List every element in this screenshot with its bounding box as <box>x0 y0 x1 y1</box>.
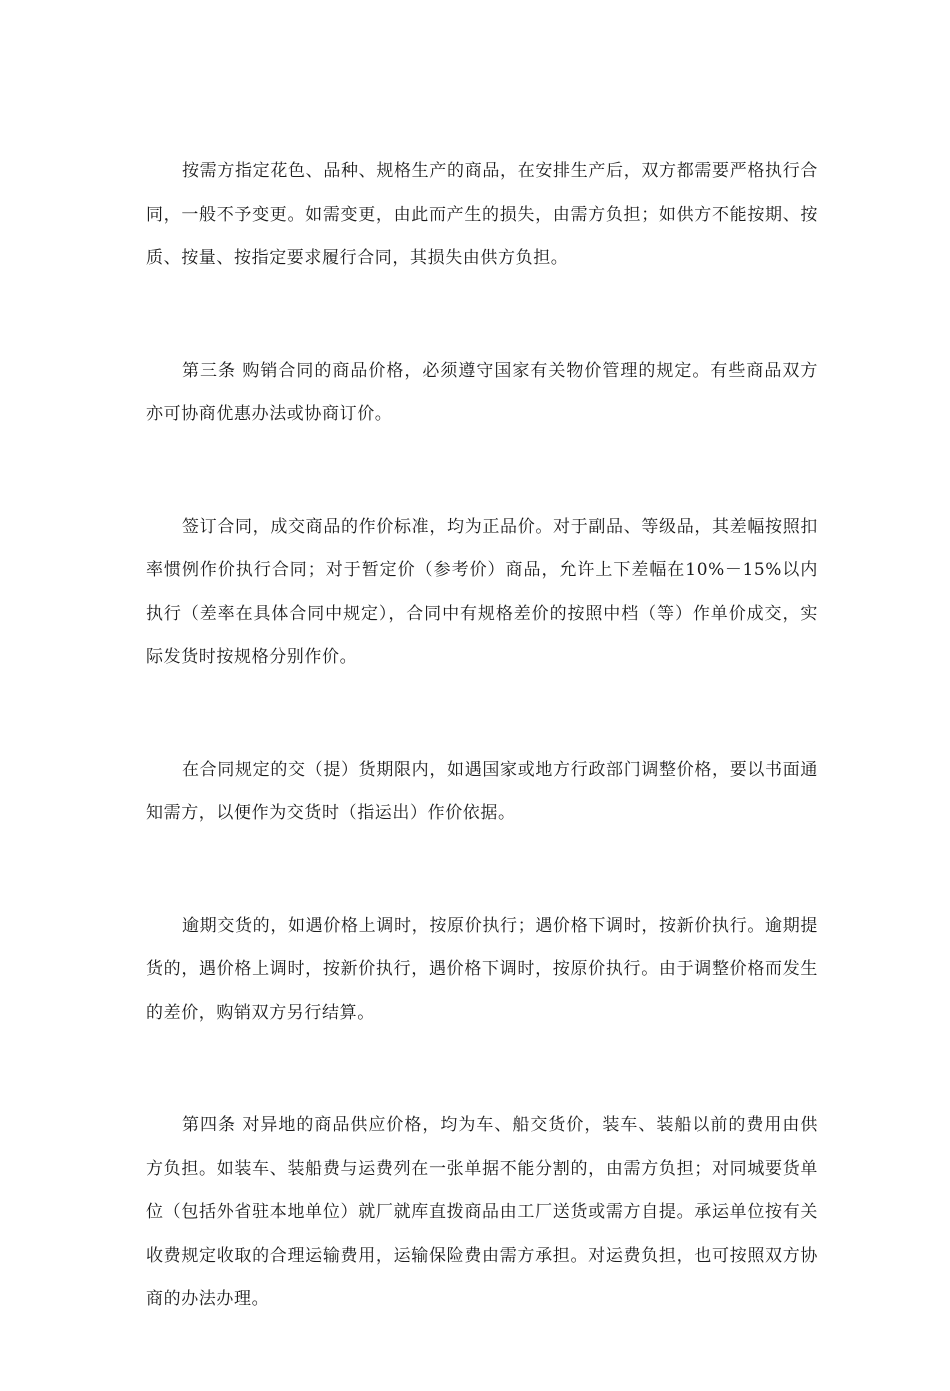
paragraph-price-adjustment: 在合同规定的交（提）货期限内，如遇国家或地方行政部门调整价格，要以书面通知需方，以便作为交货时（指运出）作价依据。 <box>146 759 818 823</box>
paragraph-article-3: 第三条 购销合同的商品价格，必须遵守国家有关物价管理的规定。有些商品双方亦可协商优惠办法或协商订价。 <box>146 360 818 424</box>
paragraph-pricing-standard: 签订合同，成交商品的作价标准，均为正品价。对于副品、等级品，其差幅按照扣率惯例作价执行合同；对于暂定价（参考价）商品，允许上下差幅在10%－15%以内执行（差率在具体合同中规定），合同中有规格差价的按照中档（等）作单价成交，实际发货时按规格分别作价。 <box>146 516 818 667</box>
paragraph-overdue-delivery: 逾期交货的，如遇价格上调时，按原价执行；遇价格下调时，按新价执行。逾期提货的，遇价格上调时，按新价执行，遇价格下调时，按原价执行。由于调整价格而发生的差价，购销双方另行结算。 <box>146 915 818 1023</box>
paragraph-article-4: 第四条 对异地的商品供应价格，均为车、船交货价，装车、装船以前的费用由供方负担。如装车、装船费与运费列在一张单据不能分割的，由需方负担；对同城要货单位（包括外省驻本地单位）就厂就库直拨商品由工厂送货或需方自提。承运单位按有关收费规定收取的合理运输费用，运输保险费由需方承担。对运费负担，也可按照双方协商的办法办理。 <box>146 1115 818 1309</box>
document-page <box>146 150 818 1391</box>
paragraph-modification-liability: 按需方指定花色、品种、规格生产的商品，在安排生产后，双方都需要严格执行合同，一般不予变更。如需变更，由此而产生的损失，由需方负担；如供方不能按期、按质、按量、按指定要求履行合同，其损失由供方负担。 <box>146 161 818 268</box>
